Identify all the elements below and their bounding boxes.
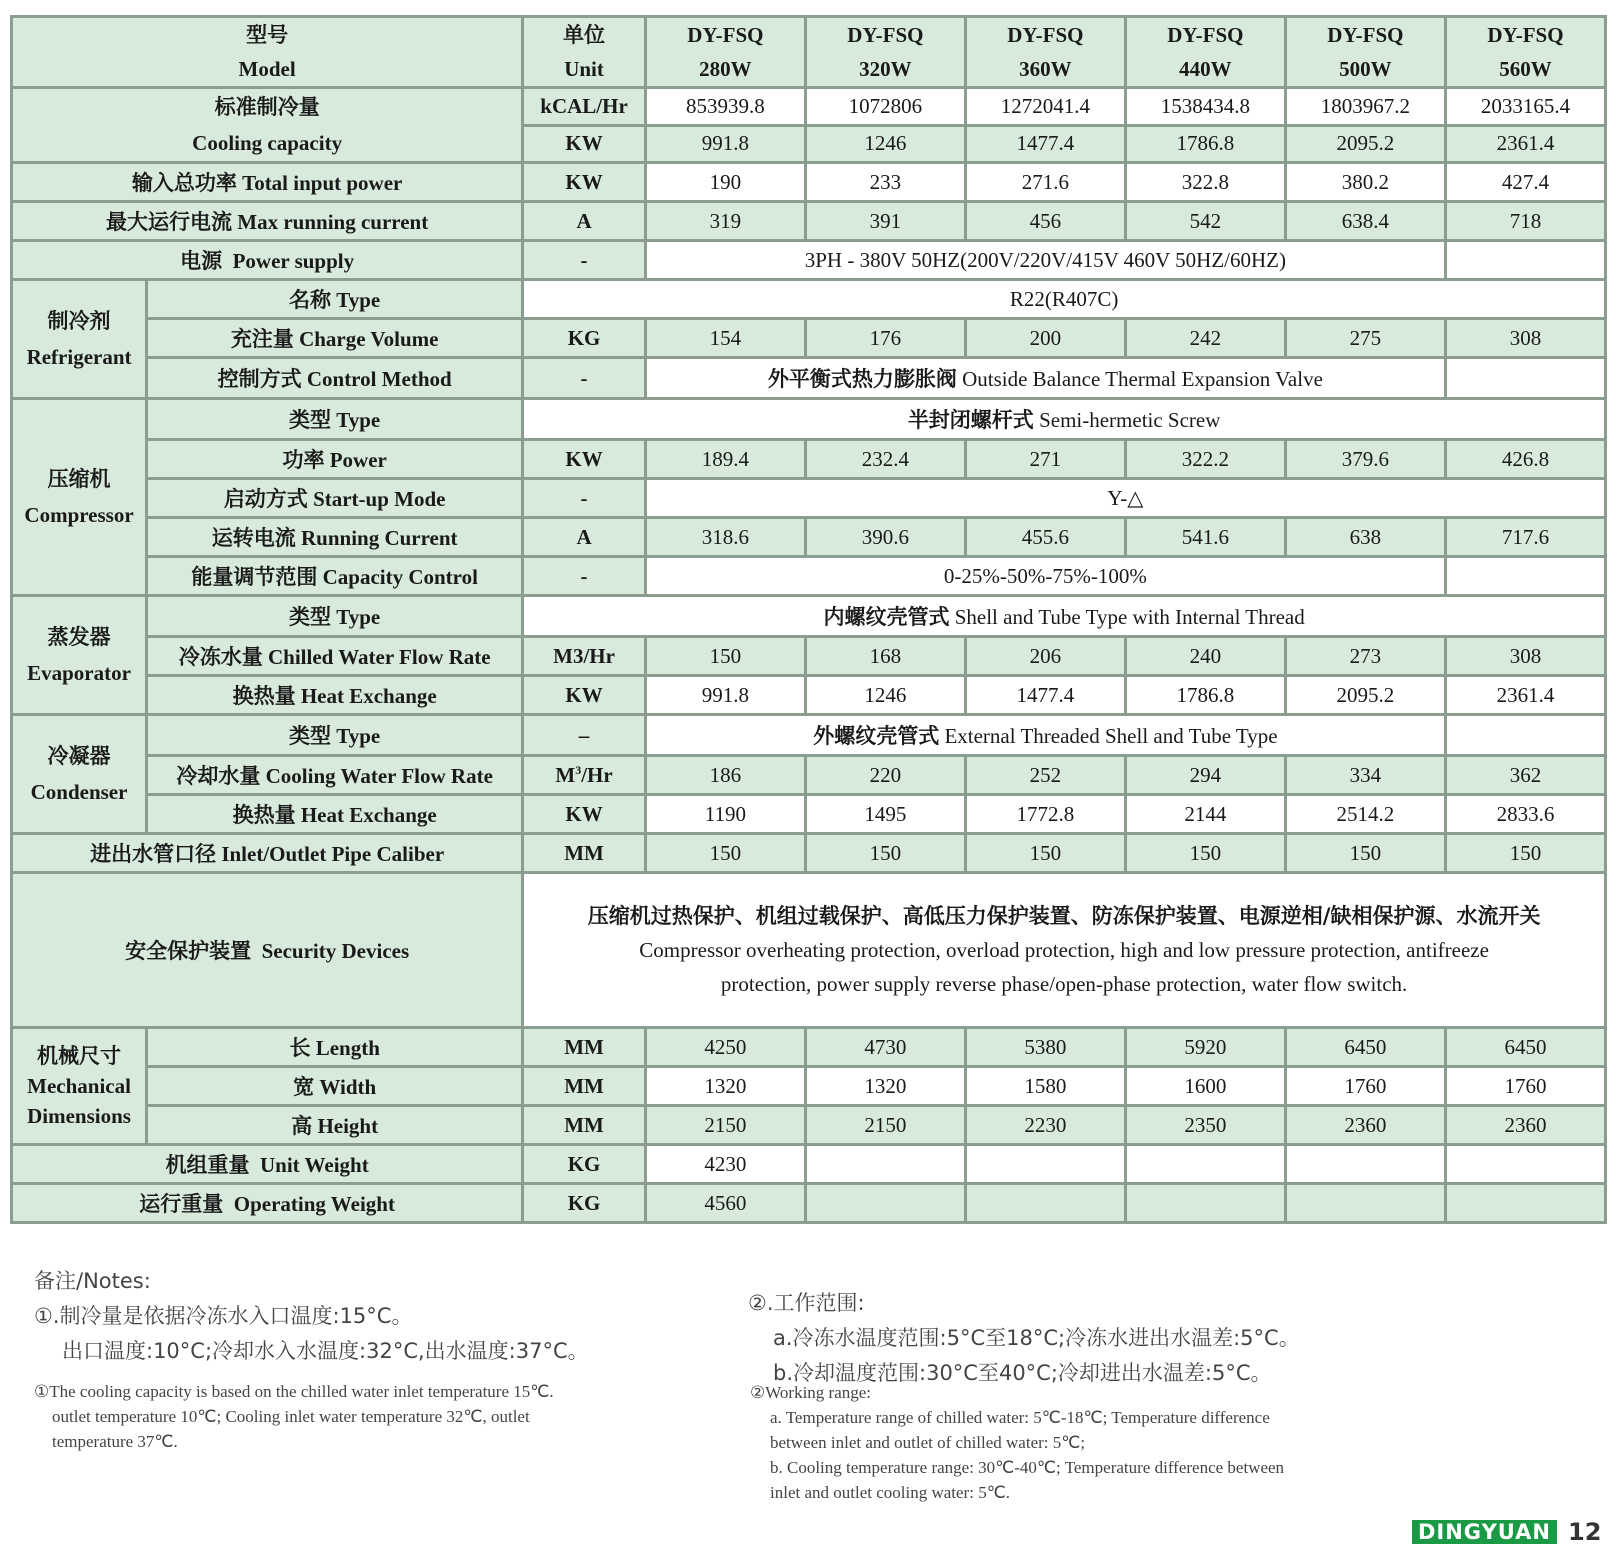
unit-cell: – [523, 715, 646, 756]
value-cell: 1190 [645, 795, 805, 834]
capacity-control-row [12, 557, 1606, 596]
value-cell: 189.4 [645, 440, 805, 479]
value-cell: 5920 [1125, 1028, 1285, 1067]
value-cell: 3PH - 380V 50HZ(200V/220V/415V 460V 50HZ/60HZ) [645, 241, 1445, 280]
unit-cell: KW [523, 676, 646, 715]
compressor-type-row [12, 399, 1606, 440]
unit-cell: MM [523, 1106, 646, 1145]
empty-cell [1285, 1145, 1445, 1184]
unit-cell: MM [523, 1028, 646, 1067]
empty-cell [1445, 1145, 1605, 1184]
value-cell: 718 [1445, 202, 1605, 241]
value-cell: 4250 [645, 1028, 805, 1067]
value-cell: 1477.4 [965, 676, 1125, 715]
unit-cell: A [523, 518, 646, 557]
value-cell: 154 [645, 319, 805, 358]
value-cell: Y-△ [645, 479, 1605, 518]
value-cell: 2144 [1125, 795, 1285, 834]
row-label: 输入总功率 Total input power [12, 163, 523, 202]
empty-cell [1445, 241, 1605, 280]
value-cell: 1786.8 [1125, 125, 1285, 163]
row-label: 类型 Type [147, 596, 523, 637]
page-number: 12 [1568, 1518, 1602, 1546]
value-cell: 271.6 [965, 163, 1125, 202]
empty-cell [805, 1184, 965, 1223]
length-row [12, 1028, 1606, 1067]
value-cell: 2033165.4 [1445, 88, 1605, 126]
value-cell: 242 [1125, 319, 1285, 358]
notes-title: 备注/Notes: [34, 1269, 151, 1293]
value-cell: 2361.4 [1445, 676, 1605, 715]
value-cell: 168 [805, 637, 965, 676]
value-cell: 1246 [805, 125, 965, 163]
value-cell: 150 [645, 834, 805, 873]
value-cell: 220 [805, 756, 965, 795]
value-cell: 206 [965, 637, 1125, 676]
empty-cell [1445, 715, 1605, 756]
row-label: 运转电流 Running Current [147, 518, 523, 557]
value-cell: 252 [965, 756, 1125, 795]
cooling-capacity-label: 标准制冷量 Cooling capacity [12, 88, 523, 163]
value-cell: 390.6 [805, 518, 965, 557]
value-cell: 4230 [645, 1145, 805, 1184]
empty-cell [805, 1145, 965, 1184]
empty-cell [1445, 1184, 1605, 1223]
note-1-en-line-2: outlet temperature 10℃; Cooling inlet water temperature 32℃, outlet [52, 1407, 530, 1426]
value-cell: 308 [1445, 319, 1605, 358]
value-cell: 1538434.8 [1125, 88, 1285, 126]
value-cell: 186 [645, 756, 805, 795]
value-cell: 638 [1285, 518, 1445, 557]
unit-cell: KW [523, 440, 646, 479]
unit-cell: - [523, 241, 646, 280]
empty-cell [1445, 557, 1605, 596]
value-cell: 2360 [1285, 1106, 1445, 1145]
value-cell: 455.6 [965, 518, 1125, 557]
row-label: 安全保护装置 Security Devices [12, 873, 523, 1028]
chilled-flow-row [12, 637, 1606, 676]
row-label: 机组重量 Unit Weight [12, 1145, 523, 1184]
unit-cell: KG [523, 1184, 646, 1223]
running-current-row [12, 518, 1606, 557]
row-label: 冷冻水量 Chilled Water Flow Rate [147, 637, 523, 676]
compressor-power-row [12, 440, 1606, 479]
row-label: 电源 Power supply [12, 241, 523, 280]
value-cell: 1320 [805, 1067, 965, 1106]
note-1-en-line-3: temperature 37℃. [52, 1432, 178, 1451]
row-label: 宽 Width [147, 1067, 523, 1106]
spec-table [10, 15, 1607, 1224]
value-cell: 232.4 [805, 440, 965, 479]
value-cell: 991.8 [645, 676, 805, 715]
value-cell: 322.8 [1125, 163, 1285, 202]
value-cell: 150 [805, 834, 965, 873]
value-cell: 991.8 [645, 125, 805, 163]
row-label: 高 Height [147, 1106, 523, 1145]
cooling-flow-row [12, 756, 1606, 795]
value-cell: 1803967.2 [1285, 88, 1445, 126]
note-1-en-line-1: ①The cooling capacity is based on the chilled water inlet temperature 15℃. [34, 1382, 554, 1401]
unit-cell: KG [523, 319, 646, 358]
dimensions-category: 机械尺寸 Mechanical Dimensions [12, 1028, 147, 1145]
value-cell: 2150 [805, 1106, 965, 1145]
condenser-category: 冷凝器 Condenser [12, 715, 147, 834]
value-cell: 1072806 [805, 88, 965, 126]
row-label: 功率 Power [147, 440, 523, 479]
row-label: 运行重量 Operating Weight [12, 1184, 523, 1223]
value-cell: 176 [805, 319, 965, 358]
unit-cell: MM [523, 834, 646, 873]
unit-cell: KW [523, 163, 646, 202]
value-cell: 1246 [805, 676, 965, 715]
value-cell: 319 [645, 202, 805, 241]
row-label: 启动方式 Start-up Mode [147, 479, 523, 518]
value-cell: 150 [1285, 834, 1445, 873]
value-cell: 0-25%-50%-75%-100% [645, 557, 1445, 596]
model-col-2: DY-FSQ 320W [805, 17, 965, 88]
row-label: 换热量 Heat Exchange [147, 676, 523, 715]
value-cell: 外螺纹壳管式 External Threaded Shell and Tube Type [645, 715, 1445, 756]
condenser-type-row [12, 715, 1606, 756]
value-cell: 1786.8 [1125, 676, 1285, 715]
value-cell: 2350 [1125, 1106, 1285, 1145]
unit-cell: - [523, 479, 646, 518]
value-cell: 半封闭螺杆式 Semi-hermetic Screw [523, 399, 1606, 440]
empty-cell [1445, 358, 1605, 399]
row-label: 名称 Type [147, 280, 523, 319]
security-row [12, 873, 1606, 1028]
value-cell: 294 [1125, 756, 1285, 795]
value-cell: 1580 [965, 1067, 1125, 1106]
startup-mode-row [12, 479, 1606, 518]
unit-weight-row [12, 1145, 1606, 1184]
value-cell: 4560 [645, 1184, 805, 1223]
value-cell: 318.6 [645, 518, 805, 557]
unit-cell: - [523, 557, 646, 596]
unit-cell: KW [523, 795, 646, 834]
row-label: 长 Length [147, 1028, 523, 1067]
value-cell: 240 [1125, 637, 1285, 676]
compressor-category: 压缩机 Compressor [12, 399, 147, 596]
value-cell: 2095.2 [1285, 125, 1445, 163]
value-cell: 362 [1445, 756, 1605, 795]
value-cell: 271 [965, 440, 1125, 479]
note-1-zh-line-2: 出口温度:10°C;冷却水入水温度:32°C,出水温度:37°C。 [62, 1339, 589, 1363]
value-cell: 638.4 [1285, 202, 1445, 241]
empty-cell [965, 1145, 1125, 1184]
unit-cell: kCAL/Hr [523, 88, 646, 126]
value-cell: 1495 [805, 795, 965, 834]
unit-cell: - [523, 358, 646, 399]
note-2-en-b2: inlet and outlet cooling water: 5℃. [770, 1483, 1011, 1502]
unit-cell: A [523, 202, 646, 241]
row-label: 换热量 Heat Exchange [147, 795, 523, 834]
operating-weight-row [12, 1184, 1606, 1223]
empty-cell [1285, 1184, 1445, 1223]
charge-volume-row [12, 319, 1606, 358]
unit-cell: $M^3/Hr$ [523, 756, 646, 795]
row-label: 控制方式 Control Method [147, 358, 523, 399]
note-2-zh-a: a.冷冻水温度范围:5°C至18°C;冷冻水进出水温差:5°C。 [773, 1326, 1300, 1350]
value-cell: 外平衡式热力膨胀阀 Outside Balance Thermal Expansion Valve [645, 358, 1445, 399]
value-cell: 2361.4 [1445, 125, 1605, 163]
value-cell: 4730 [805, 1028, 965, 1067]
evaporator-heat-row [12, 676, 1606, 715]
value-cell: 150 [965, 834, 1125, 873]
value-cell: 6450 [1285, 1028, 1445, 1067]
value-cell: 1760 [1285, 1067, 1445, 1106]
value-cell: 717.6 [1445, 518, 1605, 557]
value-cell: 334 [1285, 756, 1445, 795]
value-cell: 542 [1125, 202, 1285, 241]
row-label: 能量调节范围 Capacity Control [147, 557, 523, 596]
note-2-zh-b: b.冷却温度范围:30°C至40°C;冷却进出水温差:5°C。 [773, 1361, 1272, 1385]
value-cell: 308 [1445, 637, 1605, 676]
value-cell: 322.2 [1125, 440, 1285, 479]
model-col-5: DY-FSQ 500W [1285, 17, 1445, 88]
value-cell: 426.8 [1445, 440, 1605, 479]
row-label: 冷却水量 Cooling Water Flow Rate [147, 756, 523, 795]
total-power-row [12, 163, 1606, 202]
empty-cell [965, 1184, 1125, 1223]
unit-cell: KW [523, 125, 646, 163]
value-cell: 380.2 [1285, 163, 1445, 202]
notes-section [0, 1265, 1620, 1546]
evaporator-type-row [12, 596, 1606, 637]
unit-cell: M3/Hr [523, 637, 646, 676]
empty-cell [1125, 1145, 1285, 1184]
value-cell: 2360 [1445, 1106, 1605, 1145]
dingyuan-logo: DINGYUAN [1412, 1520, 1557, 1544]
value-cell: 2150 [645, 1106, 805, 1145]
value-cell: 1772.8 [965, 795, 1125, 834]
value-cell: 275 [1285, 319, 1445, 358]
model-col-4: DY-FSQ 440W [1125, 17, 1285, 88]
value-cell: 2514.2 [1285, 795, 1445, 834]
note-2-en-a1: a. Temperature range of chilled water: 5℃-18℃; Temperature difference [770, 1408, 1270, 1427]
value-cell: 427.4 [1445, 163, 1605, 202]
max-current-row [12, 202, 1606, 241]
refrigerant-category: 制冷剂 Refrigerant [12, 280, 147, 399]
width-row [12, 1067, 1606, 1106]
model-header: 型号 Model [12, 17, 523, 88]
note-2-en-title: ②Working range: [750, 1383, 872, 1402]
value-cell: 233 [805, 163, 965, 202]
note-2-zh-title: ②.工作范围: [748, 1291, 865, 1315]
value-cell: 200 [965, 319, 1125, 358]
security-value: 压缩机过热保护、机组过载保护、高低压力保护装置、防冻保护装置、电源逆相/缺相保护源、水流开关 Compressor overheating protection, overload protection, high and low pressure protection, antifreeze protection, power supply reverse phase/open-phase protection, water flow switch. [523, 873, 1606, 1028]
note-1-zh-line-1: ①.制冷量是依据冷冻水入口温度:15°C。 [34, 1304, 413, 1328]
value-cell: 1477.4 [965, 125, 1125, 163]
unit-cell: KG [523, 1145, 646, 1184]
power-supply-row [12, 241, 1606, 280]
note-2-en-b1: b. Cooling temperature range: 30℃-40℃; Temperature difference between [770, 1458, 1285, 1477]
value-cell: 1320 [645, 1067, 805, 1106]
value-cell: 5380 [965, 1028, 1125, 1067]
model-col-3: DY-FSQ 360W [965, 17, 1125, 88]
value-cell: 内螺纹壳管式 Shell and Tube Type with Internal Thread [523, 596, 1606, 637]
value-cell: 150 [645, 637, 805, 676]
height-row [12, 1106, 1606, 1145]
evaporator-category: 蒸发器 Evaporator [12, 596, 147, 715]
refrigerant-type-row [12, 280, 1606, 319]
value-cell: 379.6 [1285, 440, 1445, 479]
value-cell: 150 [1445, 834, 1605, 873]
value-cell: 1272041.4 [965, 88, 1125, 126]
value-cell: 6450 [1445, 1028, 1605, 1067]
value-cell: 2230 [965, 1106, 1125, 1145]
value-cell: 2095.2 [1285, 676, 1445, 715]
value-cell: R22(R407C) [523, 280, 1606, 319]
control-method-row [12, 358, 1606, 399]
condenser-heat-row [12, 795, 1606, 834]
value-cell: 1600 [1125, 1067, 1285, 1106]
note-2-en-a2: between inlet and outlet of chilled water: 5℃; [770, 1433, 1086, 1452]
empty-cell [1125, 1184, 1285, 1223]
pipe-caliber-row [12, 834, 1606, 873]
header-row [12, 17, 1606, 88]
value-cell: 853939.8 [645, 88, 805, 126]
row-label: 最大运行电流 Max running current [12, 202, 523, 241]
value-cell: 1760 [1445, 1067, 1605, 1106]
unit-header: 单位 Unit [523, 17, 646, 88]
row-label: 进出水管口径 Inlet/Outlet Pipe Caliber [12, 834, 523, 873]
row-label: 类型 Type [147, 715, 523, 756]
value-cell: 541.6 [1125, 518, 1285, 557]
value-cell: 2833.6 [1445, 795, 1605, 834]
unit-cell: MM [523, 1067, 646, 1106]
value-cell: 190 [645, 163, 805, 202]
model-col-6: DY-FSQ 560W [1445, 17, 1605, 88]
row-label: 类型 Type [147, 399, 523, 440]
model-col-1: DY-FSQ 280W [645, 17, 805, 88]
value-cell: 391 [805, 202, 965, 241]
row-label: 充注量 Charge Volume [147, 319, 523, 358]
value-cell: 273 [1285, 637, 1445, 676]
cooling-kcal-row [12, 88, 1606, 126]
value-cell: 150 [1125, 834, 1285, 873]
value-cell: 456 [965, 202, 1125, 241]
